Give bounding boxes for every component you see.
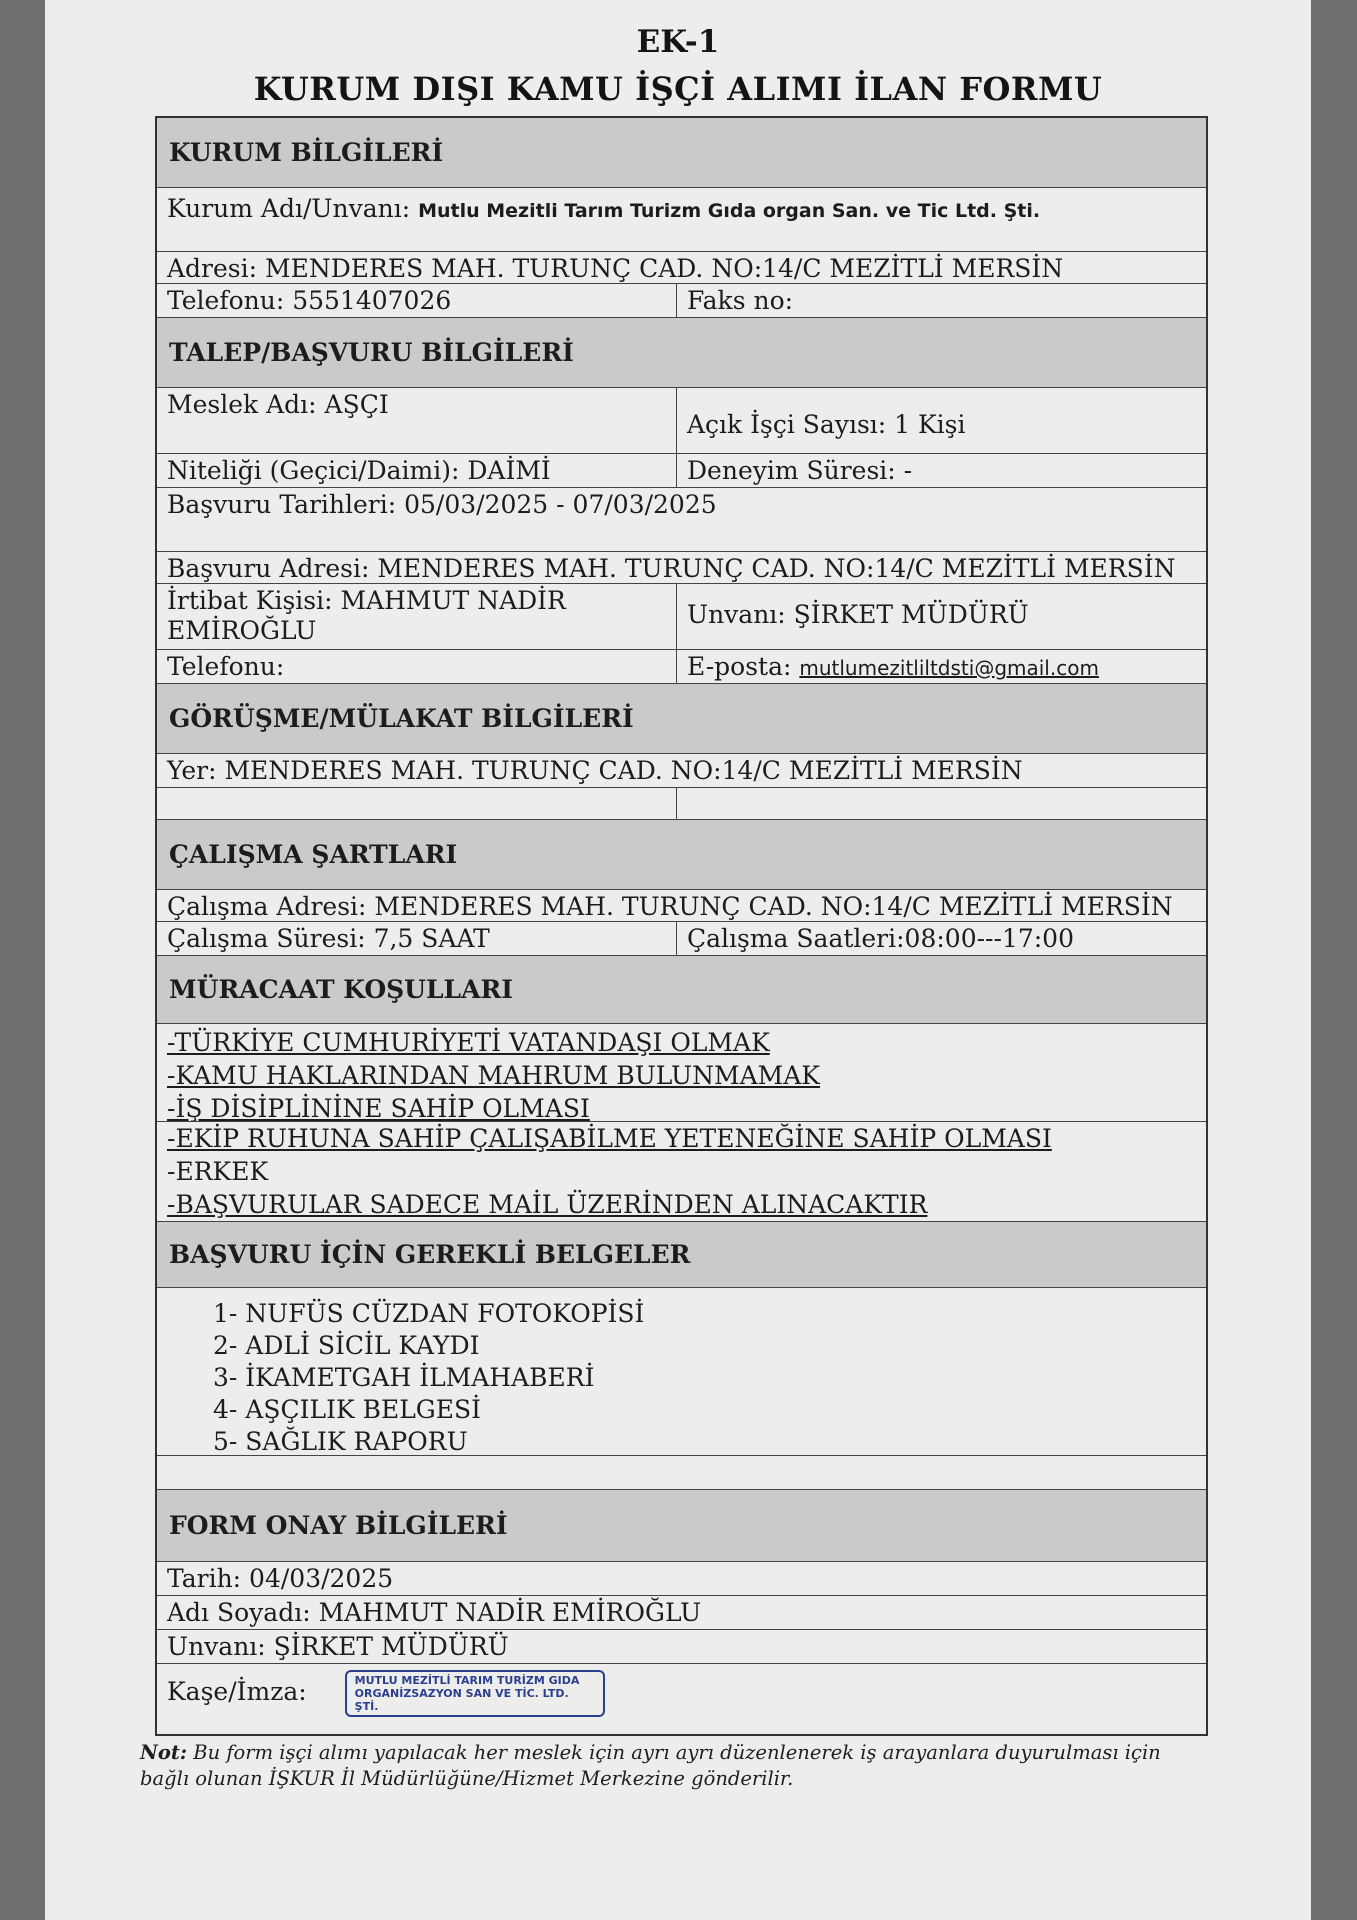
row-iletisim	[157, 650, 1206, 684]
footer-note	[140, 1740, 1210, 1792]
row-muracaat-2	[157, 1122, 1206, 1222]
calisma-suresi: Çalışma Süresi: 7,5 SAAT	[157, 922, 677, 955]
row-kase-imza	[157, 1664, 1206, 1734]
row-meslek	[157, 388, 1206, 454]
row-belgeler	[157, 1288, 1206, 1456]
basvuru-tarihleri: Başvuru Tarihleri: 05/03/2025 - 07/03/2025	[167, 490, 717, 519]
requirement-item: -İŞ DİSİPLİNİNE SAHİP OLMASI	[167, 1094, 590, 1121]
section-header-onay: FORM ONAY BİLGİLERİ	[157, 1490, 1206, 1562]
kurum-faks: Faks no:	[687, 286, 794, 315]
onay-adi-soyadi: Adı Soyadı: MAHMUT NADİR EMİROĞLU	[167, 1598, 702, 1627]
section-header-kurum: KURUM BİLGİLERİ	[157, 118, 1206, 188]
meslek-adi: Meslek Adı: AŞÇI	[157, 388, 677, 453]
requirement-item: -TÜRKİYE CUMHURİYETİ VATANDAŞI OLMAK	[167, 1028, 770, 1057]
note-text: Bu form işçi alımı yapılacak her meslek için ayrı ayrı düzenlenerek iş arayanlara duyurulması için bağlı olunan İŞKUR İl Müdürlüğüne/Hizmet Merkezine gönderilir.	[140, 1741, 1161, 1790]
document-item: 4- AŞÇILIK BELGESİ	[213, 1395, 482, 1424]
basvuru-adresi: Başvuru Adresi: MENDERES MAH. TURUNÇ CAD. NO:14/C MEZİTLİ MERSİN	[167, 554, 1176, 583]
calisma-adresi: Çalışma Adresi: MENDERES MAH. TURUNÇ CAD. NO:14/C MEZİTLİ MERSİN	[167, 892, 1173, 921]
gorusme-yer: Yer: MENDERES MAH. TURUNÇ CAD. NO:14/C MEZİTLİ MERSİN	[167, 756, 1023, 785]
document-item: 2- ADLİ SİCİL KAYDI	[213, 1331, 480, 1360]
form-title: KURUM DIŞI KAMU İŞÇİ ALIMI İLAN FORMU	[253, 70, 1103, 108]
kurum-adres: Adresi: MENDERES MAH. TURUNÇ CAD. NO:14/C MEZİTLİ MERSİN	[167, 254, 1064, 283]
row-kurum-adi	[157, 188, 1206, 252]
irtibat-kisisi: İrtibat Kişisi: MAHMUT NADİR	[167, 586, 566, 615]
row-tarih	[157, 1562, 1206, 1596]
document-item: 1- NUFÜS CÜZDAN FOTOKOPİSİ	[213, 1299, 645, 1328]
onay-tarih: Tarih: 04/03/2025	[167, 1564, 394, 1593]
row-muracaat-1	[157, 1024, 1206, 1122]
calisma-saatleri: Çalışma Saatleri:08:00---17:00	[687, 924, 1074, 953]
section-header-belgeler: BAŞVURU İÇİN GEREKLİ BELGELER	[157, 1222, 1206, 1288]
row-yer	[157, 754, 1206, 788]
row-unvan	[157, 1630, 1206, 1664]
row-irtibat	[157, 584, 1206, 650]
annex-label: EK-1	[636, 24, 720, 60]
row-spacer	[157, 1456, 1206, 1490]
company-stamp: MUTLU MEZİTLİ TARIM TURİZM GIDA ORGANİZSAZYON SAN VE TİC. LTD. ŞTİ.	[345, 1670, 605, 1717]
kurum-adi-value: Mutlu Mezitli Tarım Turizm Gıda organ San. ve Tic Ltd. Şti.	[418, 200, 1041, 222]
row-empty	[157, 788, 1206, 820]
section-header-muracaat: MÜRACAAT KOŞULLARI	[157, 956, 1206, 1024]
eposta-value[interactable]: mutlumezitliltdsti@gmail.com	[799, 656, 1099, 680]
kurum-telefon: Telefonu: 5551407026	[157, 284, 677, 317]
niteligi: Niteliği (Geçici/Daimi): DAİMİ	[157, 454, 677, 487]
section-header-talep: TALEP/BAŞVURU BİLGİLERİ	[157, 318, 1206, 388]
kurum-adi-label: Kurum Adı/Unvanı:	[167, 194, 411, 223]
requirement-item: -KAMU HAKLARINDAN MAHRUM BULUNMAMAK	[167, 1061, 820, 1090]
section-header-calisma: ÇALIŞMA ŞARTLARI	[157, 820, 1206, 890]
note-label: Not:	[140, 1741, 188, 1764]
eposta-label: E-posta:	[687, 652, 792, 681]
requirement-item: -ERKEK	[167, 1157, 269, 1186]
acik-isci-sayisi: Açık İşçi Sayısı: 1 Kişi	[687, 410, 966, 439]
row-basvuru-tarihleri	[157, 488, 1206, 552]
requirement-item: -BAŞVURULAR SADECE MAİL ÜZERİNDEN ALINACAKTIR	[167, 1190, 928, 1219]
deneyim-suresi: Deneyim Süresi: -	[687, 456, 913, 485]
row-adi-soyadi	[157, 1596, 1206, 1630]
document-item: 3- İKAMETGAH İLMAHABERİ	[213, 1363, 595, 1392]
job-posting-form	[155, 116, 1208, 1736]
irtibat-unvani: Unvanı: ŞİRKET MÜDÜRÜ	[687, 600, 1029, 629]
row-calisma-suresi	[157, 922, 1206, 956]
row-adres	[157, 252, 1206, 284]
irtibat-telefon: Telefonu:	[157, 650, 677, 683]
irtibat-kisisi-cont: EMİROĞLU	[167, 616, 317, 645]
row-basvuru-adresi	[157, 552, 1206, 584]
requirement-item: -EKİP RUHUNA SAHİP ÇALIŞABİLME YETENEĞİNE SAHİP OLMASI	[167, 1124, 1052, 1153]
section-header-gorusme: GÖRÜŞME/MÜLAKAT BİLGİLERİ	[157, 684, 1206, 754]
kase-imza-label: Kaşe/İmza:	[167, 1677, 307, 1706]
row-calisma-adresi	[157, 890, 1206, 922]
document-item: 5- SAĞLIK RAPORU	[213, 1427, 468, 1455]
row-telefon	[157, 284, 1206, 318]
row-niteligi	[157, 454, 1206, 488]
onay-unvan: Unvanı: ŞİRKET MÜDÜRÜ	[167, 1632, 509, 1661]
